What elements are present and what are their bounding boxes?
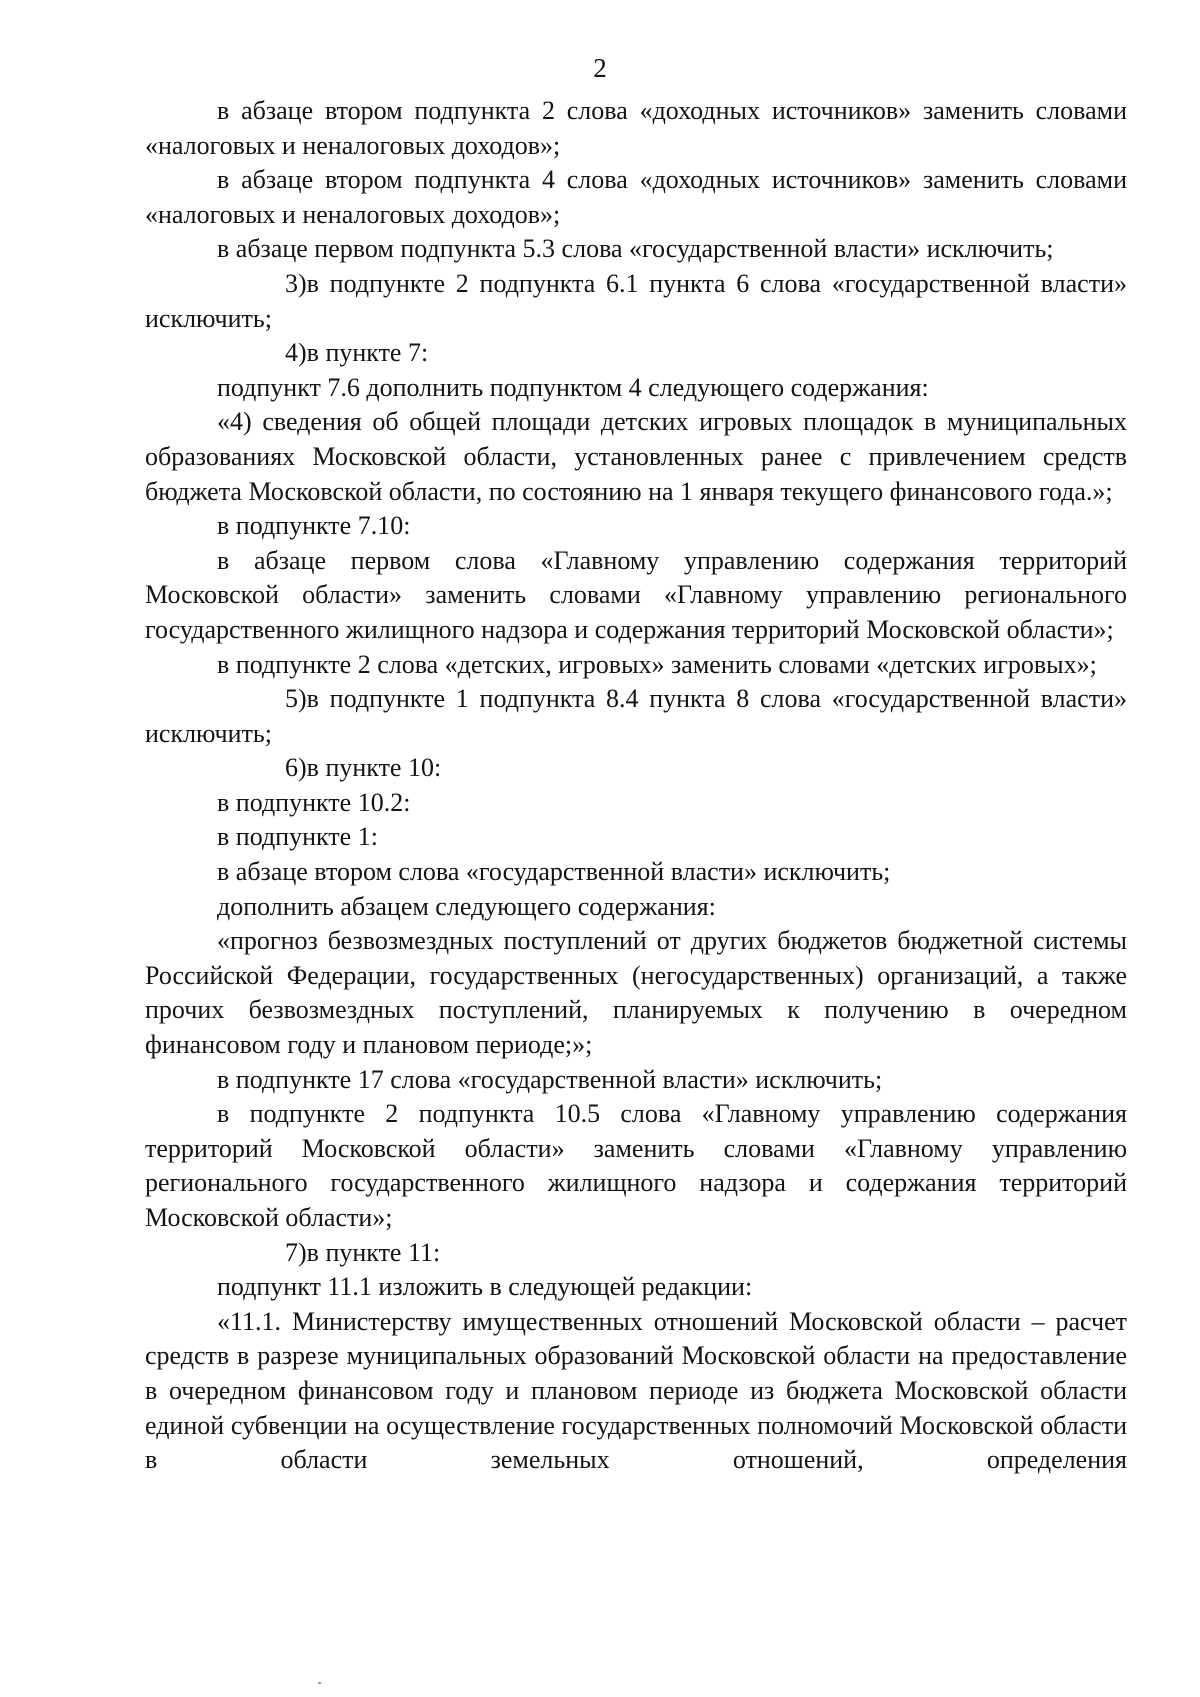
- paragraph: в подпункте 1:: [217, 822, 378, 852]
- item-number: 6): [285, 753, 307, 783]
- paragraph: в абзаце первом слова «Главному управлению содержания территорий Московской области» заменить словами «Главному управлению регионального государственного жилищного надзора и содержания территорий Московской области»;: [145, 545, 1127, 644]
- paragraph: в абзаце первом подпункта 5.3 слова «государственной власти» исключить;: [217, 234, 1054, 264]
- paragraph: в подпункте 17 слова «государственной власти» исключить;: [217, 1064, 883, 1094]
- document-body: [145, 94, 1127, 1478]
- item-number: 4): [285, 338, 307, 368]
- paragraph-text: в пункте 7:: [306, 338, 429, 368]
- paragraph: в подпункте 7.10:: [217, 511, 411, 541]
- paragraph-text: в пункте 11:: [306, 1237, 441, 1267]
- numbered-paragraph: [145, 336, 1127, 371]
- numbered-paragraph: [145, 267, 1127, 336]
- quoted-paragraph: «4) сведения об общей площади детских игровых площадок в муниципальных образованиях Московской области, установленных ранее с привлечением средств бюджета Московской области, по состоянию на 1 января текущего финансового года.»;: [145, 407, 1127, 506]
- numbered-paragraph: [145, 682, 1127, 751]
- item-number: 7): [285, 1237, 307, 1267]
- numbered-paragraph: [145, 1236, 1127, 1271]
- scan-speck: [318, 1682, 321, 1684]
- paragraph: подпункт 7.6 дополнить подпунктом 4 следующего содержания:: [217, 372, 929, 402]
- quoted-paragraph: «11.1. Министерству имущественных отношений Московской области – расчет средств в разрезе муниципальных образований Московской области на предоставление в очередном финансовом году и плановом периоде из бюджета Московской области единой субвенции на осуществление государственных полномочий Московской области в области земельных отношений, определения: [145, 1306, 1127, 1475]
- paragraph: в подпункте 10.2:: [217, 787, 411, 817]
- numbered-paragraph: [145, 751, 1127, 786]
- paragraph: дополнить абзацем следующего содержания:: [217, 891, 716, 921]
- paragraph: в подпункте 2 слова «детских, игровых» заменить словами «детских игровых»;: [217, 649, 1097, 679]
- paragraph: в абзаце втором слова «государственной власти» исключить;: [217, 857, 891, 887]
- paragraph: в абзаце втором подпункта 4 слова «доходных источников» заменить словами «налоговых и неналоговых доходов»;: [145, 165, 1127, 229]
- paragraph: подпункт 11.1 изложить в следующей редакции:: [217, 1272, 753, 1302]
- paragraph-text: в пункте 10:: [306, 753, 442, 783]
- quoted-paragraph: «прогноз безвозмездных поступлений от других бюджетов бюджетной системы Российской Федерации, государственных (негосударственных) организаций, а также прочих безвозмездных поступлений, планируемых к получению в очередном финансовом году и плановом периоде;»;: [145, 926, 1127, 1060]
- paragraph: в абзаце втором подпункта 2 слова «доходных источников» заменить словами «налоговых и неналоговых доходов»;: [145, 96, 1127, 160]
- paragraph-text: в подпункте 1 подпункта 8.4 пункта 8 слова «государственной власти» исключить;: [145, 684, 1127, 748]
- item-number: 5): [285, 684, 307, 714]
- paragraph-text: в подпункте 2 подпункта 6.1 пункта 6 слова «государственной власти» исключить;: [145, 268, 1127, 333]
- paragraph: в подпункте 2 подпункта 10.5 слова «Главному управлению содержания территорий Московской области» заменить словами «Главному управлению регионального государственного жилищного надзора и содержания территорий Московской области»;: [145, 1099, 1127, 1232]
- item-number: 3): [285, 268, 307, 298]
- page-number: 2: [593, 53, 607, 83]
